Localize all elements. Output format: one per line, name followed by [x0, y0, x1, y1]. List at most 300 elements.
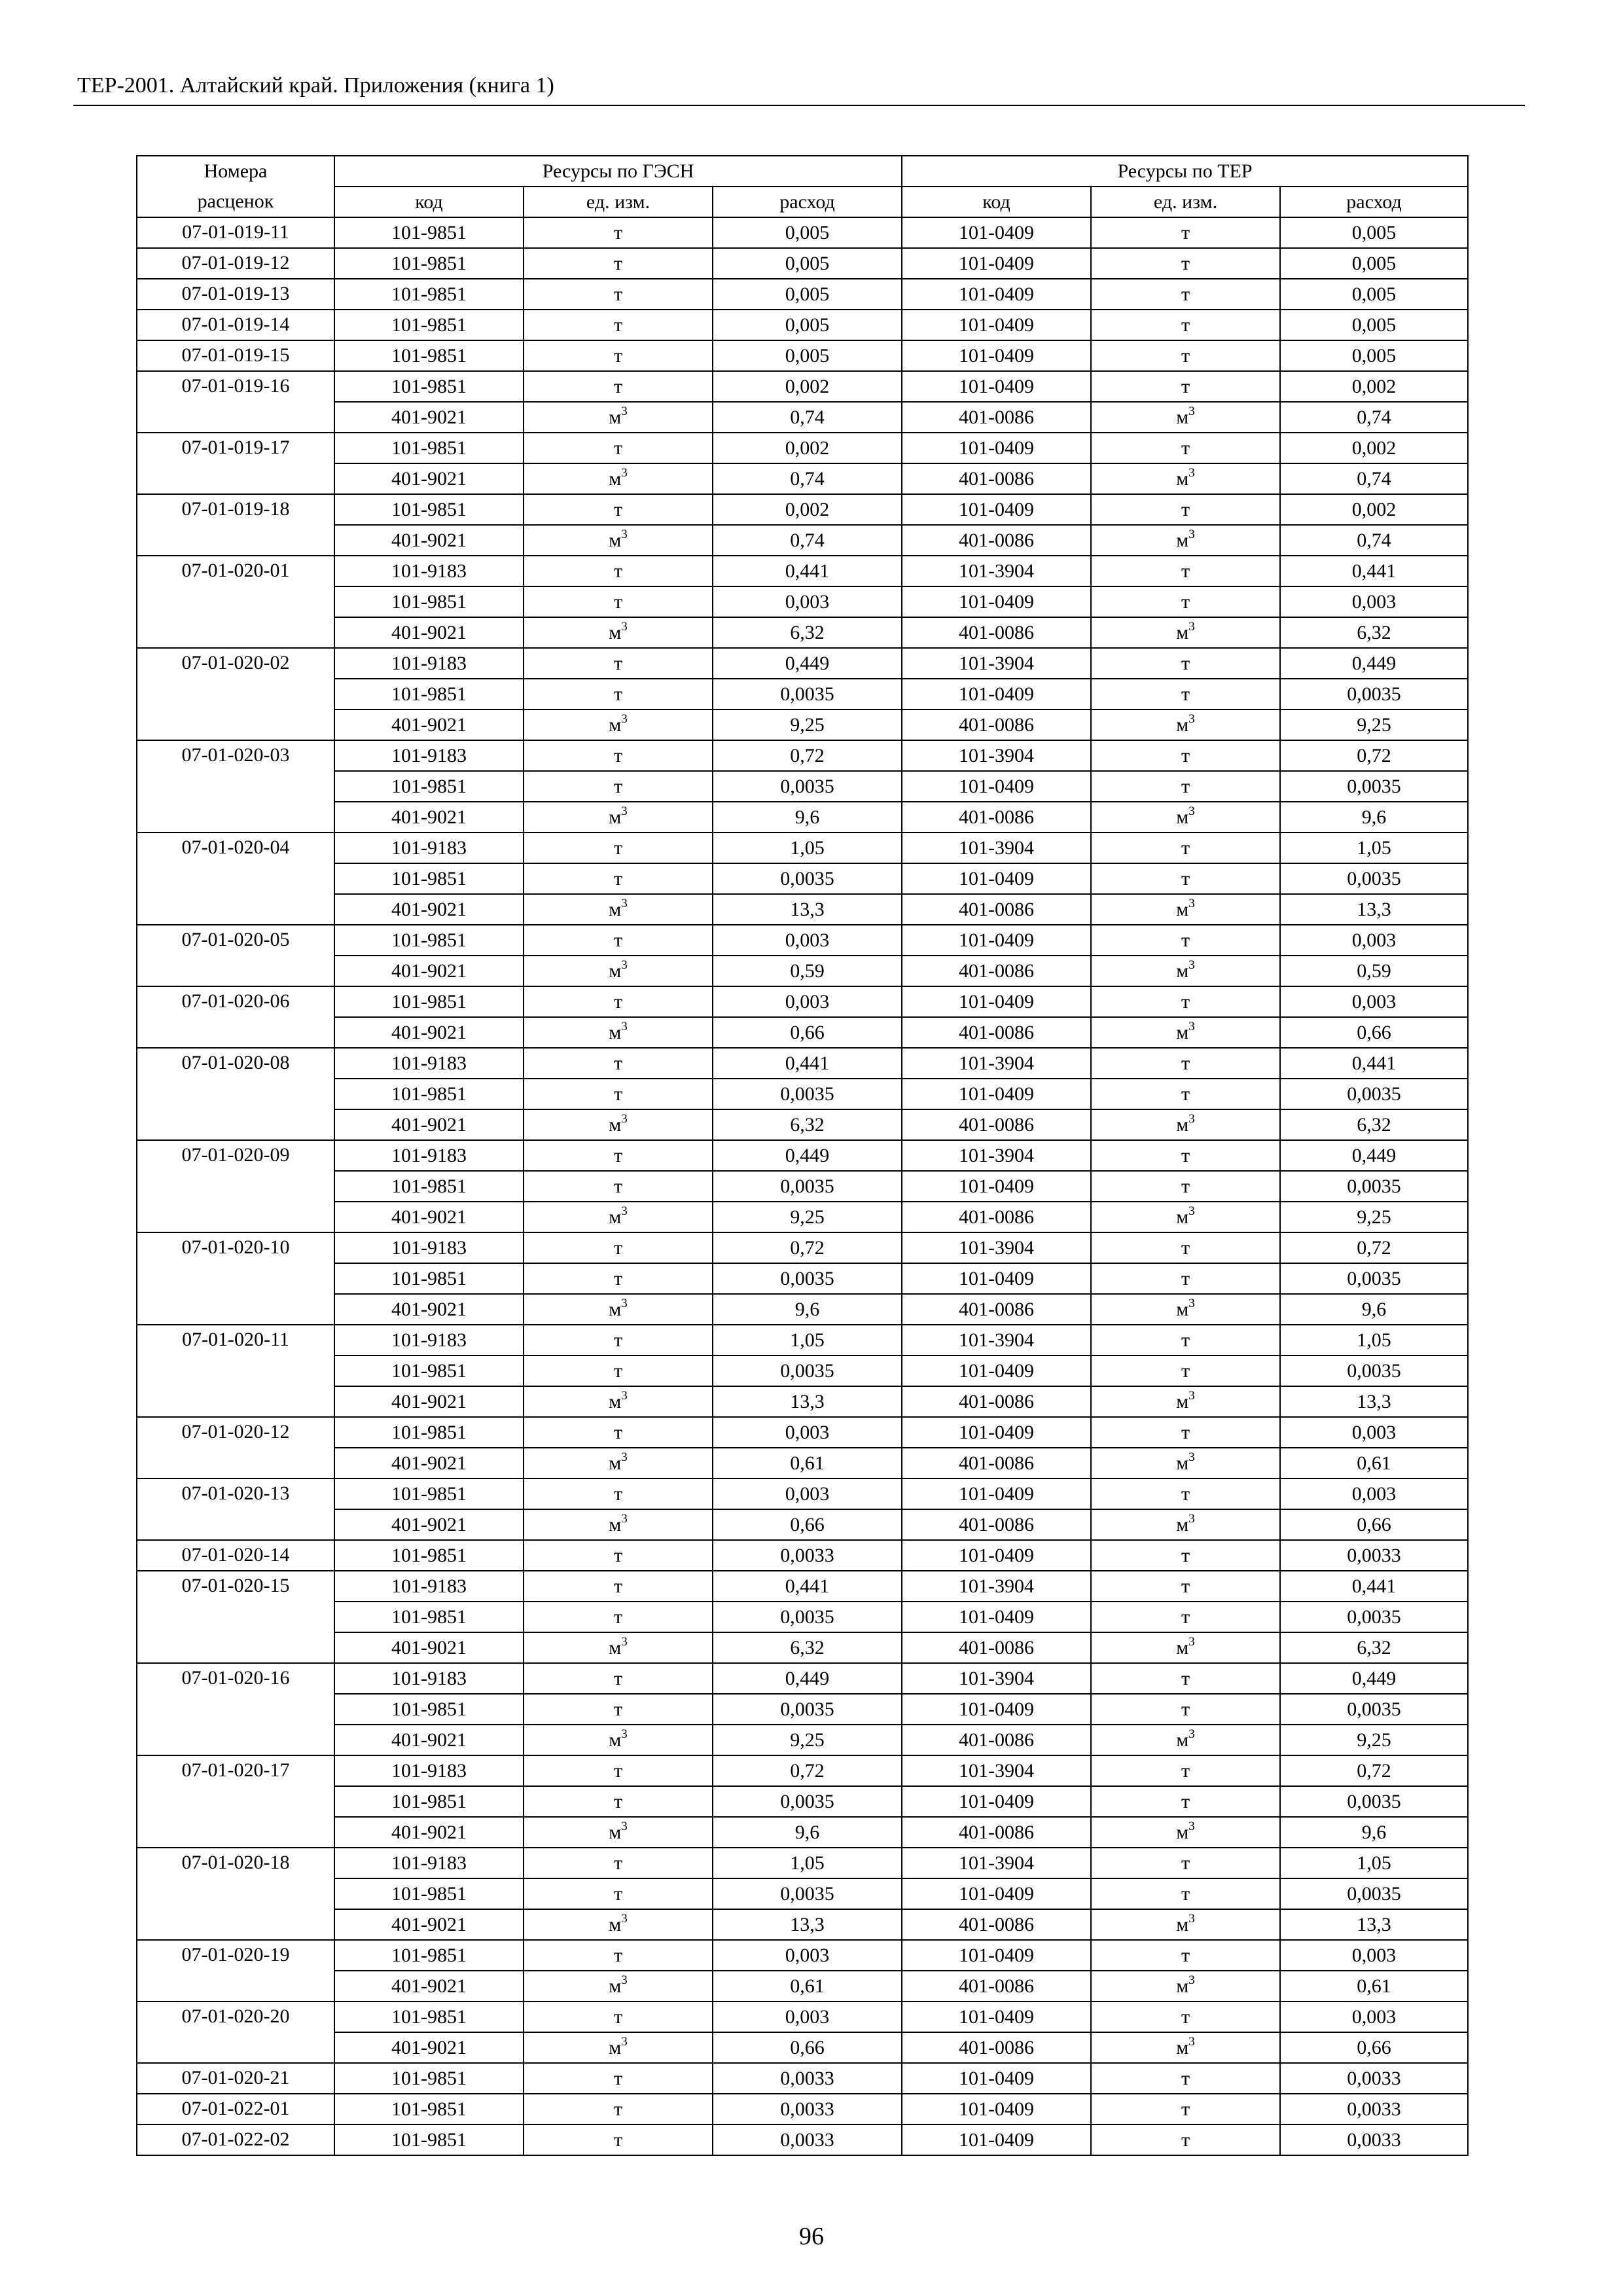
table-row	[137, 248, 1468, 279]
cell-ter-code: 101-0409	[902, 279, 1091, 310]
cell-ter-code: 101-0409	[902, 1694, 1091, 1725]
cell-ter-amount: 9,6	[1280, 802, 1468, 833]
cell-ter-amount: 0,005	[1280, 248, 1468, 279]
cell-ter-unit: т	[1091, 1048, 1280, 1079]
cell-ter-unit	[1091, 1448, 1280, 1479]
cell-ter-code: 101-3904	[902, 1571, 1091, 1602]
table-row	[137, 679, 1468, 709]
cell-ter-unit: т	[1091, 1848, 1280, 1878]
cell-gesn-unit	[524, 1817, 713, 1848]
rate-number	[137, 863, 334, 894]
unit-cubic-meter: м	[1176, 1298, 1189, 1320]
cell-ter-unit	[1091, 402, 1280, 433]
table-row	[137, 1663, 1468, 1694]
cell-ter-amount: 0,0035	[1280, 1171, 1468, 1202]
cell-ter-amount: 0,003	[1280, 925, 1468, 956]
cell-ter-amount: 0,002	[1280, 494, 1468, 525]
cell-ter-code: 401-0086	[902, 1109, 1091, 1140]
cell-ter-amount: 0,0035	[1280, 679, 1468, 709]
rate-number	[137, 1725, 334, 1755]
cell-gesn-amount: 9,25	[713, 1725, 902, 1755]
unit-cubic-meter: м	[1176, 1913, 1189, 1935]
cell-ter-amount: 1,05	[1280, 833, 1468, 863]
rate-number: 07-01-020-04	[137, 833, 334, 863]
cell-ter-code: 101-3904	[902, 1140, 1091, 1171]
header-gesn-unit: ед. изм.	[524, 187, 713, 217]
cell-gesn-unit	[524, 1448, 713, 1479]
rate-number	[137, 1602, 334, 1632]
cell-ter-amount: 0,74	[1280, 463, 1468, 494]
table-row	[137, 648, 1468, 679]
cell-gesn-code: 101-9183	[334, 740, 524, 771]
rate-number	[137, 2032, 334, 2063]
cell-ter-unit	[1091, 709, 1280, 740]
cell-ter-code: 401-0086	[902, 709, 1091, 740]
unit-exponent: 3	[621, 896, 628, 910]
unit-cubic-meter: м	[609, 1021, 622, 1043]
cell-ter-code: 101-0409	[902, 1263, 1091, 1294]
unit-cubic-meter: м	[609, 898, 622, 920]
rate-number	[137, 1294, 334, 1325]
cell-gesn-unit: т	[524, 1325, 713, 1355]
cell-gesn-amount: 0,005	[713, 279, 902, 310]
cell-gesn-unit: т	[524, 1848, 713, 1878]
cell-gesn-amount: 0,74	[713, 525, 902, 556]
cell-ter-code: 101-0409	[902, 371, 1091, 402]
table-row	[137, 894, 1468, 925]
cell-ter-code: 101-0409	[902, 217, 1091, 248]
cell-ter-unit: т	[1091, 1571, 1280, 1602]
cell-gesn-unit	[524, 402, 713, 433]
unit-cubic-meter: м	[1176, 1113, 1189, 1136]
cell-ter-code: 401-0086	[902, 894, 1091, 925]
rate-number: 07-01-019-18	[137, 494, 334, 525]
cell-gesn-code: 101-9851	[334, 1171, 524, 1202]
table-row	[137, 1509, 1468, 1540]
cell-gesn-code: 101-9183	[334, 833, 524, 863]
cell-ter-amount: 0,0035	[1280, 1079, 1468, 1109]
unit-exponent: 3	[1188, 958, 1195, 972]
unit-cubic-meter: м	[1176, 1729, 1189, 1751]
rate-number	[137, 1909, 334, 1940]
cell-gesn-unit: т	[524, 1417, 713, 1448]
rate-number	[137, 956, 334, 986]
cell-gesn-code: 101-9851	[334, 986, 524, 1017]
table-row	[137, 2063, 1468, 2094]
rate-number: 07-01-019-17	[137, 433, 334, 463]
header-gesn-resources: Ресурсы по ГЭСН	[334, 156, 902, 187]
cell-gesn-amount: 0,003	[713, 2001, 902, 2032]
cell-ter-unit: т	[1091, 1171, 1280, 1202]
cell-ter-code: 401-0086	[902, 1017, 1091, 1048]
rate-number: 07-01-019-15	[137, 340, 334, 371]
unit-exponent: 3	[1188, 1973, 1195, 1987]
cell-gesn-amount: 0,74	[713, 402, 902, 433]
table-row	[137, 1355, 1468, 1386]
unit-exponent: 3	[1188, 465, 1195, 480]
cell-ter-unit: т	[1091, 310, 1280, 340]
cell-gesn-code: 101-9183	[334, 1140, 524, 1171]
cell-ter-unit: т	[1091, 1663, 1280, 1694]
cell-gesn-code: 401-9021	[334, 1971, 524, 2001]
rate-number	[137, 679, 334, 709]
cell-gesn-code: 101-9851	[334, 248, 524, 279]
unit-cubic-meter: м	[609, 806, 622, 828]
table-row	[137, 2125, 1468, 2155]
table-body	[137, 217, 1468, 2155]
cell-gesn-amount: 0,0035	[713, 771, 902, 802]
header-ter-amount: расход	[1280, 187, 1468, 217]
rate-number	[137, 1171, 334, 1202]
cell-ter-code: 101-0409	[902, 1079, 1091, 1109]
table-row	[137, 1479, 1468, 1509]
cell-ter-unit: т	[1091, 1602, 1280, 1632]
cell-gesn-amount: 0,0035	[713, 1079, 902, 1109]
cell-ter-code: 101-0409	[902, 1540, 1091, 1571]
cell-ter-amount: 0,0035	[1280, 771, 1468, 802]
cell-gesn-amount: 0,449	[713, 1140, 902, 1171]
cell-gesn-amount: 0,0033	[713, 2125, 902, 2155]
unit-exponent: 3	[621, 804, 628, 818]
cell-gesn-code: 401-9021	[334, 802, 524, 833]
cell-ter-code: 101-0409	[902, 494, 1091, 525]
cell-ter-unit	[1091, 1017, 1280, 1048]
cell-ter-code: 101-0409	[902, 2063, 1091, 2094]
cell-gesn-unit: т	[524, 1663, 713, 1694]
rate-number: 07-01-019-12	[137, 248, 334, 279]
cell-ter-unit: т	[1091, 771, 1280, 802]
unit-cubic-meter: м	[1176, 2036, 1189, 2058]
cell-gesn-code: 401-9021	[334, 894, 524, 925]
rate-number: 07-01-022-01	[137, 2094, 334, 2125]
resources-table	[136, 155, 1469, 2156]
cell-gesn-code: 101-9851	[334, 494, 524, 525]
cell-ter-amount: 0,003	[1280, 586, 1468, 617]
cell-gesn-code: 401-9021	[334, 1109, 524, 1140]
table-row	[137, 1294, 1468, 1325]
cell-ter-unit: т	[1091, 1263, 1280, 1294]
cell-gesn-code: 101-9851	[334, 2001, 524, 2032]
cell-ter-code: 401-0086	[902, 617, 1091, 648]
cell-gesn-amount: 0,0035	[713, 679, 902, 709]
cell-ter-code: 101-3904	[902, 740, 1091, 771]
rate-number: 07-01-020-06	[137, 986, 334, 1017]
cell-gesn-unit: т	[524, 1694, 713, 1725]
cell-ter-amount: 0,61	[1280, 1448, 1468, 1479]
rate-number	[137, 586, 334, 617]
table-row	[137, 1971, 1468, 2001]
cell-gesn-unit: т	[524, 1571, 713, 1602]
unit-exponent: 3	[1188, 619, 1195, 634]
cell-gesn-unit: т	[524, 1755, 713, 1786]
cell-gesn-amount: 9,6	[713, 802, 902, 833]
cell-gesn-amount: 0,61	[713, 1448, 902, 1479]
unit-cubic-meter: м	[609, 1913, 622, 1935]
cell-ter-amount: 0,003	[1280, 1479, 1468, 1509]
cell-gesn-amount: 0,449	[713, 1663, 902, 1694]
unit-exponent: 3	[621, 619, 628, 634]
cell-ter-code: 101-3904	[902, 1048, 1091, 1079]
cell-gesn-amount: 0,0035	[713, 863, 902, 894]
cell-gesn-code: 101-9183	[334, 1325, 524, 1355]
cell-gesn-code: 401-9021	[334, 2032, 524, 2063]
page-number: 96	[799, 2223, 824, 2250]
cell-gesn-amount: 0,005	[713, 340, 902, 371]
cell-ter-unit	[1091, 525, 1280, 556]
unit-exponent: 3	[1188, 527, 1195, 541]
unit-exponent: 3	[1188, 1911, 1195, 1926]
cell-ter-amount: 0,66	[1280, 1017, 1468, 1048]
cell-gesn-amount: 0,449	[713, 648, 902, 679]
cell-ter-unit: т	[1091, 217, 1280, 248]
table-row	[137, 1755, 1468, 1786]
cell-ter-amount: 0,61	[1280, 1971, 1468, 2001]
rate-number: 07-01-019-11	[137, 217, 334, 248]
cell-gesn-unit: т	[524, 648, 713, 679]
cell-ter-amount: 0,005	[1280, 217, 1468, 248]
cell-ter-unit	[1091, 1509, 1280, 1540]
cell-gesn-code: 101-9851	[334, 2063, 524, 2094]
cell-ter-unit: т	[1091, 1079, 1280, 1109]
unit-cubic-meter: м	[1176, 406, 1189, 428]
cell-ter-amount: 0,0035	[1280, 1355, 1468, 1386]
unit-cubic-meter: м	[1176, 960, 1189, 982]
cell-ter-unit: т	[1091, 925, 1280, 956]
unit-cubic-meter: м	[1176, 529, 1189, 551]
cell-gesn-unit	[524, 525, 713, 556]
unit-cubic-meter: м	[1176, 1821, 1189, 1843]
cell-ter-amount: 9,6	[1280, 1294, 1468, 1325]
cell-gesn-code: 101-9851	[334, 1878, 524, 1909]
header-numbers-top: Номера	[137, 156, 334, 187]
cell-gesn-code: 401-9021	[334, 525, 524, 556]
cell-gesn-unit: т	[524, 863, 713, 894]
header-gesn-code: код	[334, 187, 524, 217]
cell-gesn-amount: 0,441	[713, 556, 902, 586]
cell-gesn-unit: т	[524, 1171, 713, 1202]
cell-gesn-amount: 0,0035	[713, 1602, 902, 1632]
table-row	[137, 617, 1468, 648]
cell-gesn-unit	[524, 1725, 713, 1755]
unit-cubic-meter: м	[609, 2036, 622, 2058]
cell-gesn-code: 101-9851	[334, 679, 524, 709]
table-row	[137, 771, 1468, 802]
cell-ter-amount: 0,0035	[1280, 1786, 1468, 1817]
cell-ter-unit: т	[1091, 1355, 1280, 1386]
unit-cubic-meter: м	[609, 467, 622, 490]
cell-gesn-code: 101-9851	[334, 1602, 524, 1632]
cell-ter-unit	[1091, 1202, 1280, 1232]
cell-gesn-code: 101-9851	[334, 1479, 524, 1509]
cell-ter-amount: 13,3	[1280, 894, 1468, 925]
cell-ter-code: 101-3904	[902, 556, 1091, 586]
table-row	[137, 1232, 1468, 1263]
cell-gesn-amount: 0,003	[713, 986, 902, 1017]
cell-gesn-unit: т	[524, 1263, 713, 1294]
table-row	[137, 1325, 1468, 1355]
unit-exponent: 3	[621, 1019, 628, 1033]
cell-gesn-unit: т	[524, 310, 713, 340]
table-row	[137, 1079, 1468, 1109]
unit-cubic-meter: м	[609, 529, 622, 551]
table-row	[137, 586, 1468, 617]
cell-gesn-code: 101-9851	[334, 1940, 524, 1971]
cell-ter-code: 401-0086	[902, 1817, 1091, 1848]
cell-gesn-amount: 0,72	[713, 1232, 902, 1263]
cell-gesn-unit: т	[524, 1140, 713, 1171]
cell-ter-unit: т	[1091, 371, 1280, 402]
unit-cubic-meter: м	[609, 1113, 622, 1136]
unit-exponent: 3	[621, 1819, 628, 1833]
header-ter-resources: Ресурсы по ТЕР	[902, 156, 1468, 187]
cell-ter-code: 101-0409	[902, 679, 1091, 709]
rate-number	[137, 1263, 334, 1294]
unit-cubic-meter: м	[609, 1452, 622, 1474]
cell-gesn-code: 401-9021	[334, 1294, 524, 1325]
cell-gesn-unit: т	[524, 2001, 713, 2032]
cell-ter-unit: т	[1091, 1140, 1280, 1171]
cell-gesn-unit	[524, 1017, 713, 1048]
unit-cubic-meter: м	[609, 406, 622, 428]
cell-gesn-unit	[524, 1509, 713, 1540]
table-row	[137, 494, 1468, 525]
cell-ter-unit	[1091, 463, 1280, 494]
cell-gesn-unit	[524, 802, 713, 833]
rate-number: 07-01-020-09	[137, 1140, 334, 1171]
unit-cubic-meter: м	[1176, 806, 1189, 828]
cell-gesn-amount: 0,003	[713, 1417, 902, 1448]
cell-ter-unit	[1091, 1386, 1280, 1417]
cell-ter-unit	[1091, 1971, 1280, 2001]
cell-ter-amount: 0,441	[1280, 1048, 1468, 1079]
cell-gesn-amount: 6,32	[713, 1109, 902, 1140]
rate-number	[137, 1448, 334, 1479]
cell-gesn-unit: т	[524, 679, 713, 709]
rate-number	[137, 1971, 334, 2001]
rate-number	[137, 1632, 334, 1663]
cell-ter-code: 101-0409	[902, 771, 1091, 802]
cell-gesn-unit: т	[524, 1355, 713, 1386]
cell-ter-code: 401-0086	[902, 1632, 1091, 1663]
table-row	[137, 1694, 1468, 1725]
cell-gesn-amount: 0,0035	[713, 1263, 902, 1294]
cell-gesn-unit: т	[524, 1940, 713, 1971]
cell-gesn-code: 101-9851	[334, 371, 524, 402]
cell-ter-amount: 0,74	[1280, 525, 1468, 556]
cell-gesn-unit	[524, 617, 713, 648]
cell-gesn-unit	[524, 1971, 713, 2001]
cell-gesn-unit: т	[524, 1479, 713, 1509]
cell-gesn-amount: 0,005	[713, 217, 902, 248]
unit-exponent: 3	[1188, 404, 1195, 418]
cell-gesn-amount: 0,61	[713, 1971, 902, 2001]
cell-gesn-amount: 0,002	[713, 433, 902, 463]
unit-exponent: 3	[621, 1388, 628, 1403]
unit-cubic-meter: м	[1176, 1452, 1189, 1474]
table-row	[137, 956, 1468, 986]
cell-gesn-unit	[524, 463, 713, 494]
cell-ter-amount: 13,3	[1280, 1909, 1468, 1940]
table-row	[137, 525, 1468, 556]
rate-number: 07-01-020-21	[137, 2063, 334, 2094]
cell-gesn-code: 101-9851	[334, 1540, 524, 1571]
cell-ter-amount: 0,005	[1280, 340, 1468, 371]
rate-number: 07-01-020-18	[137, 1848, 334, 1878]
table-row	[137, 2001, 1468, 2032]
cell-ter-code: 101-0409	[902, 1479, 1091, 1509]
rate-number	[137, 617, 334, 648]
cell-gesn-unit: т	[524, 1602, 713, 1632]
cell-ter-code: 401-0086	[902, 2032, 1091, 2063]
cell-ter-unit: т	[1091, 1325, 1280, 1355]
table-row	[137, 740, 1468, 771]
cell-gesn-unit	[524, 1632, 713, 1663]
cell-gesn-code: 401-9021	[334, 956, 524, 986]
rate-number: 07-01-020-15	[137, 1571, 334, 1602]
unit-cubic-meter: м	[609, 960, 622, 982]
cell-ter-amount: 0,0035	[1280, 1694, 1468, 1725]
cell-ter-amount: 0,005	[1280, 279, 1468, 310]
unit-exponent: 3	[1188, 2034, 1195, 2049]
cell-gesn-code: 401-9021	[334, 709, 524, 740]
cell-gesn-unit	[524, 1909, 713, 1940]
cell-gesn-amount: 0,002	[713, 371, 902, 402]
cell-gesn-unit: т	[524, 1786, 713, 1817]
unit-cubic-meter: м	[1176, 713, 1189, 736]
cell-gesn-code: 101-9851	[334, 1786, 524, 1817]
unit-exponent: 3	[1188, 1019, 1195, 1033]
rate-number: 07-01-020-16	[137, 1663, 334, 1694]
cell-ter-code: 401-0086	[902, 1294, 1091, 1325]
unit-exponent: 3	[621, 958, 628, 972]
cell-gesn-code: 101-9851	[334, 925, 524, 956]
cell-gesn-unit	[524, 1294, 713, 1325]
cell-gesn-amount: 0,66	[713, 1017, 902, 1048]
cell-gesn-code: 401-9021	[334, 617, 524, 648]
rate-number: 07-01-020-05	[137, 925, 334, 956]
unit-exponent: 3	[621, 527, 628, 541]
cell-ter-code: 101-0409	[902, 925, 1091, 956]
unit-exponent: 3	[1188, 1296, 1195, 1310]
cell-gesn-code: 401-9021	[334, 1632, 524, 1663]
cell-gesn-amount: 1,05	[713, 1325, 902, 1355]
unit-cubic-meter: м	[1176, 1513, 1189, 1535]
rate-number: 07-01-022-02	[137, 2125, 334, 2155]
cell-ter-code: 101-0409	[902, 1878, 1091, 1909]
cell-ter-amount: 6,32	[1280, 1632, 1468, 1663]
cell-gesn-unit: т	[524, 1079, 713, 1109]
cell-ter-unit: т	[1091, 433, 1280, 463]
cell-ter-amount: 0,0033	[1280, 2063, 1468, 2094]
header-ter-unit: ед. изм.	[1091, 187, 1280, 217]
cell-ter-code: 101-0409	[902, 863, 1091, 894]
cell-ter-amount: 0,0035	[1280, 1878, 1468, 1909]
unit-cubic-meter: м	[1176, 1206, 1189, 1228]
cell-ter-unit	[1091, 894, 1280, 925]
cell-gesn-unit	[524, 1109, 713, 1140]
rate-number	[137, 771, 334, 802]
cell-ter-amount: 0,74	[1280, 402, 1468, 433]
cell-ter-amount: 0,005	[1280, 310, 1468, 340]
cell-gesn-amount: 0,66	[713, 2032, 902, 2063]
cell-ter-unit: т	[1091, 1940, 1280, 1971]
cell-ter-unit: т	[1091, 1786, 1280, 1817]
cell-gesn-amount: 0,0033	[713, 2094, 902, 2125]
header-gesn-amount: расход	[713, 187, 902, 217]
unit-exponent: 3	[621, 2034, 628, 2049]
cell-gesn-amount: 13,3	[713, 1909, 902, 1940]
table-row	[137, 986, 1468, 1017]
